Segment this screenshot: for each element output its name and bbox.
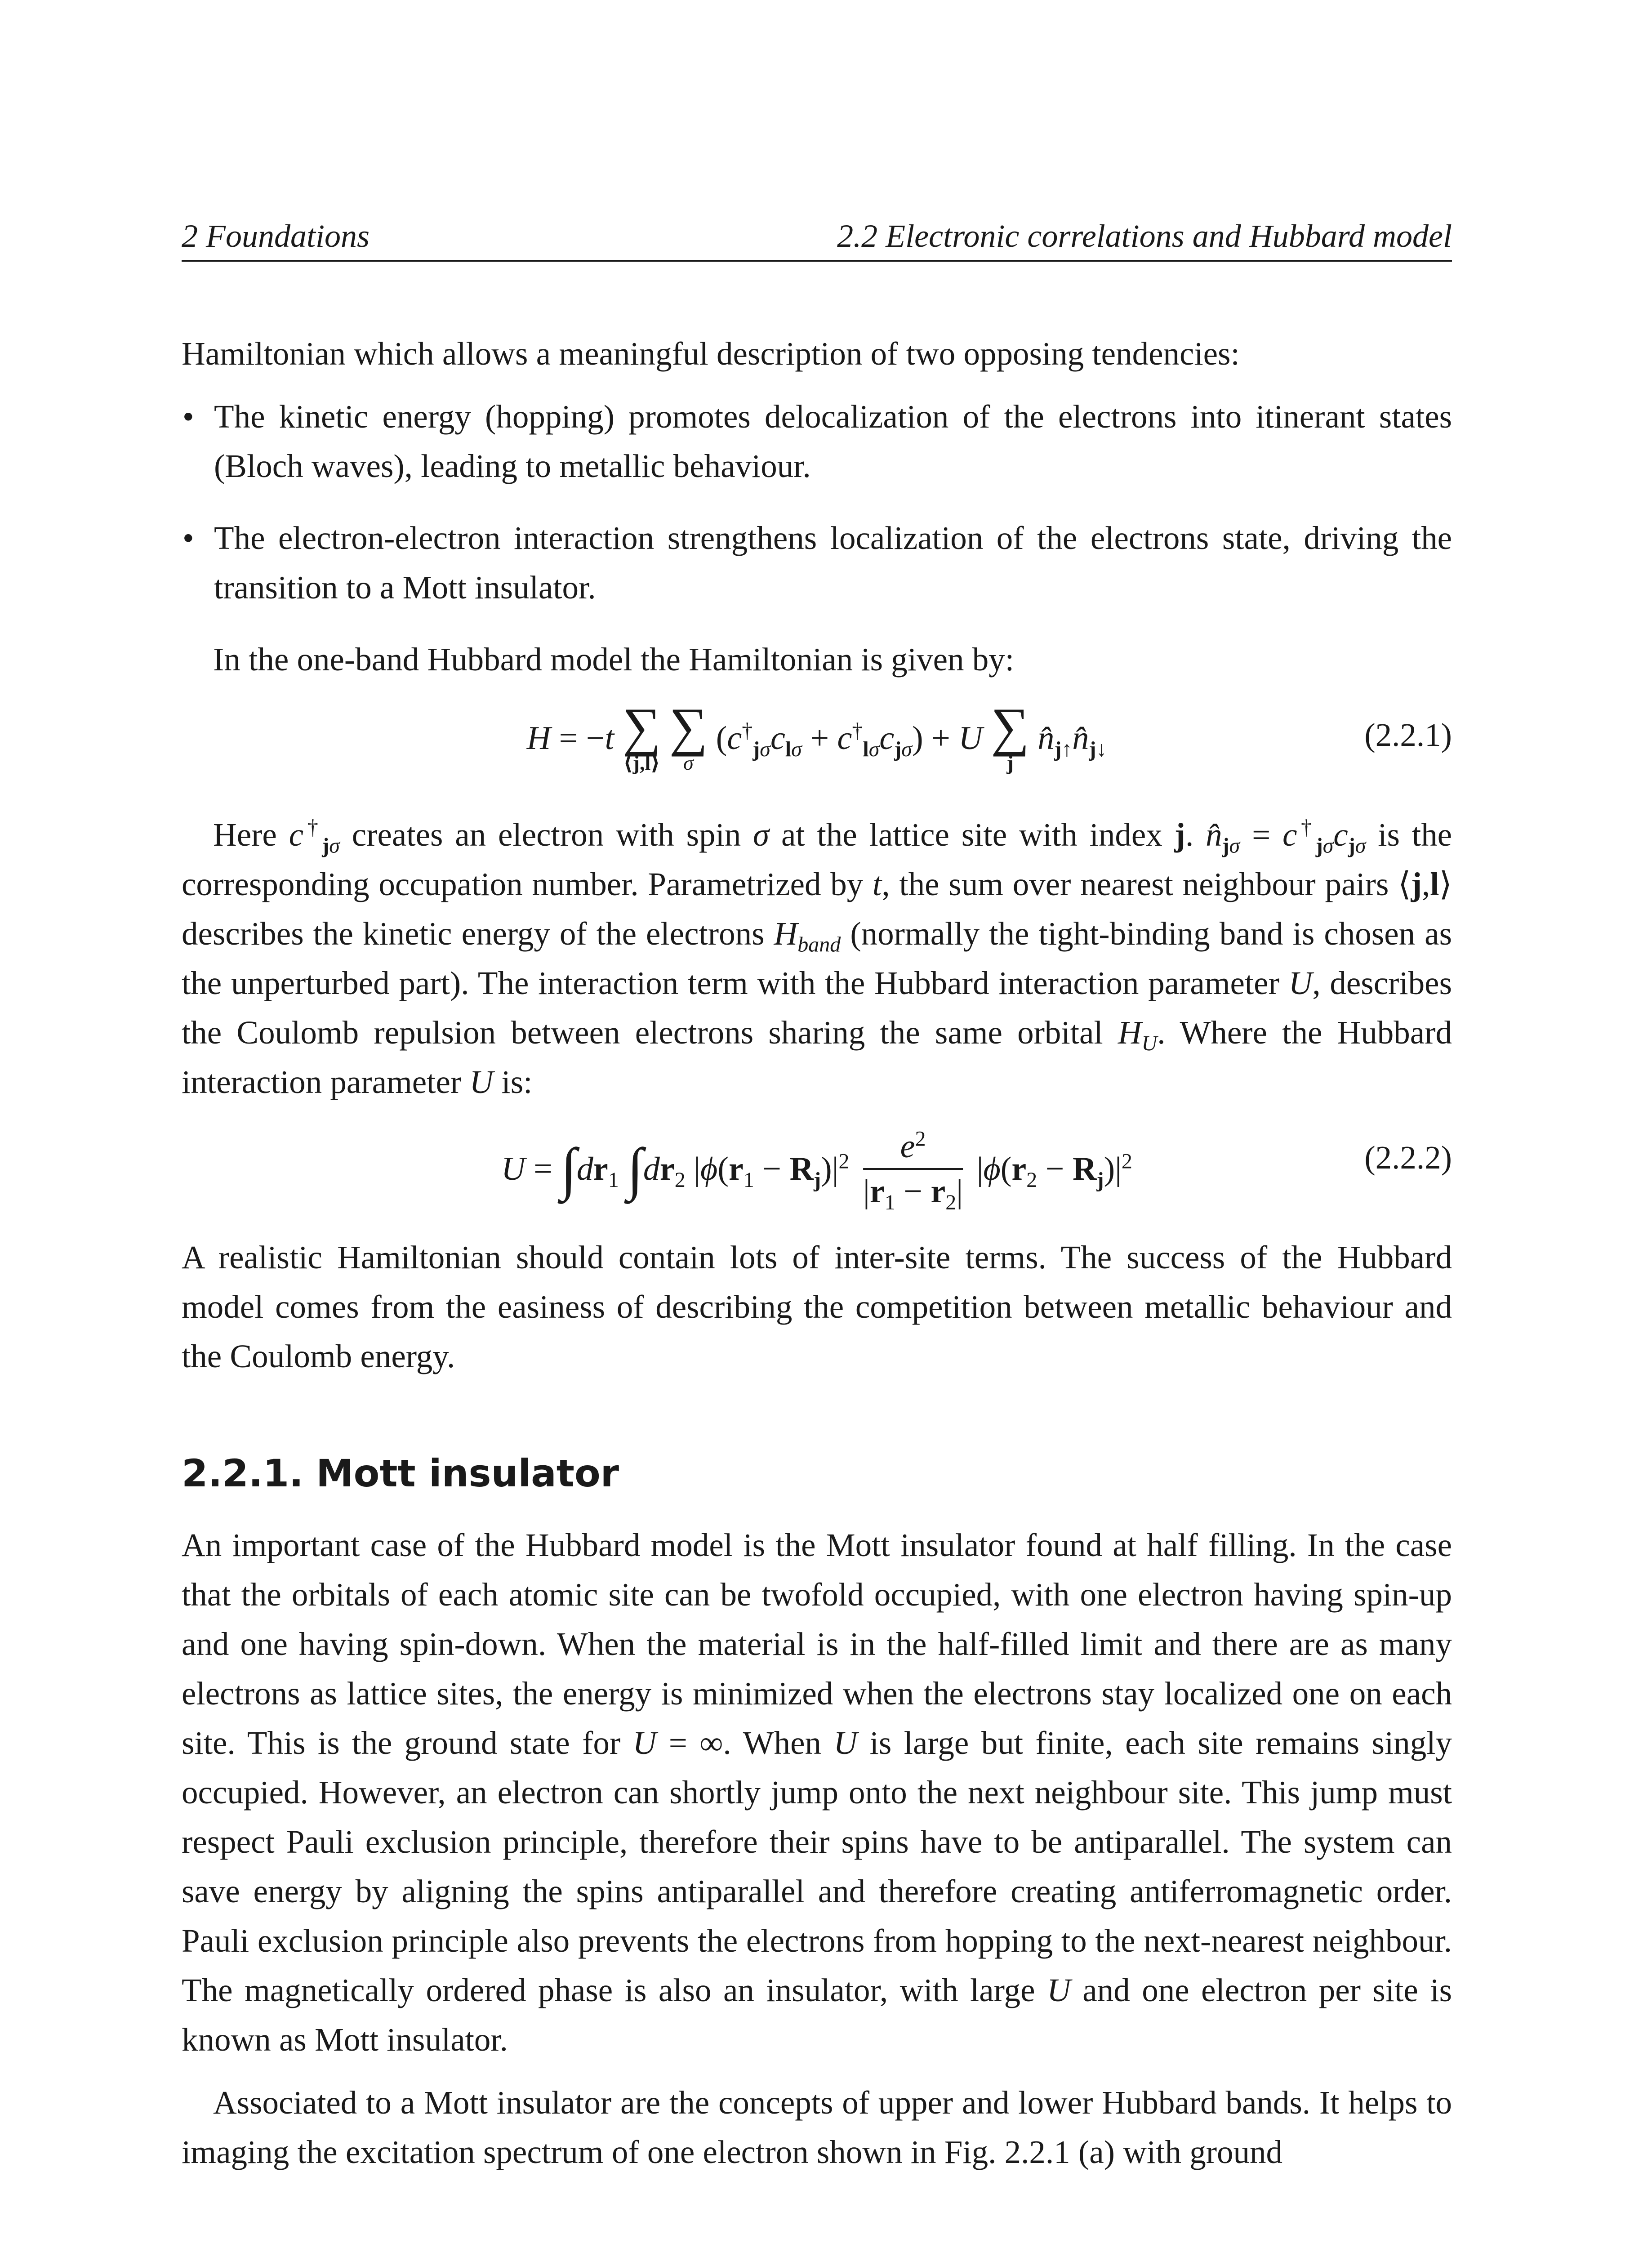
section-heading: [182, 1449, 1452, 1498]
equation-body: H = −t ∑ ⟨j,l⟩ ∑ σ $(c^\dagger_{j\sigma}c_{l\sigma} + c^\dagger_{l\sigma}c_{j\sigma}) + U$ ∑ j $n̂_{j↑}n̂_{j↓}$: [526, 697, 1107, 774]
running-header: [182, 216, 1452, 262]
list-item: [135, 513, 1452, 612]
intro-paragraph: Hamiltonian which allows a meaningful description of two opposing tendencies:: [182, 335, 1240, 372]
page-content: [182, 216, 1452, 2177]
section-number: 2.2.1.: [182, 1451, 304, 1495]
explanation-paragraph: Here $c^\dagger_{j\sigma}$ creates an electron with spin σ at the lattice site with index j. $n̂_{j\sigma} = c^\dagger_{j\sigma}c_{j\sigma}$ is the corresponding occupation number. Parametrized by t, the sum over nearest neighbour pairs ⟨j,l⟩ describes the kinetic energy of the electrons $H_{band}$ (normally the tight-binding band is chosen as the unperturbed part). The interaction term with the Hubbard interaction parameter U, describes the Coulomb repulsion between electrons sharing the same orbital $H_U$. Where the Hubbard interaction parameter U is:: [182, 815, 1452, 1100]
equation-hubbard-u: [182, 1125, 1452, 1219]
bullet-icon: •: [183, 398, 194, 435]
hamiltonian-intro: In the one-band Hubbard model the Hamiltonian is given by:: [213, 641, 1015, 678]
header-section: 2.2 Electronic correlations and Hubbard model: [837, 218, 1452, 254]
list-item-text: The electron-electron interaction strengthens localization of the electrons state, driving the transition to a Mott insulator.: [214, 520, 1452, 606]
equation-number: (2.2.1): [1364, 717, 1452, 753]
equation-hubbard-hamiltonian: [182, 697, 1452, 779]
tendencies-list: [182, 392, 1452, 612]
mott-paragraph: An important case of the Hubbard model is the Mott insulator found at half filling. In the case that the orbitals of each atomic site can be twofold occupied, with one electron having spin-up and one having spin-down. When the material is in the half-filled limit and there are as many electrons as lattice sites, the energy is minimized when the electrons stay localized one on each site. This is the ground state for U = ∞. When U is large but finite, each site remains singly occupied. However, an electron can shortly jump onto the next neighbour site. This jump must respect Pauli exclusion principle, therefore their spins have to be antiparallel. The system can save energy by aligning the spins antiparallel and therefore creating antiferromagnetic order. Pauli exclusion principle also prevents the electrons from hopping to the next-nearest neighbour. The magnetically ordered phase is also an insulator, with large U and one electron per site is known as Mott insulator.: [182, 1527, 1452, 2058]
header-chapter: 2 Foundations: [182, 218, 370, 254]
equation-body: $U = \int dr_1$ $\int dr_2$ $|\phi(r_1 - R_j)|^2$ $\frac{e^2}{|r_1 - r_2|}$ $|\phi(r_2 - R_j)|^2$: [501, 1125, 1132, 1213]
bullet-icon: •: [183, 520, 194, 556]
equation-number: (2.2.2): [1364, 1139, 1452, 1176]
hubbard-bands-paragraph: Associated to a Mott insulator are the concepts of upper and lower Hubbard bands. It helps to imaging the excitation spectrum of one electron shown in Fig. 2.2.1 (a) with ground: [182, 2084, 1452, 2170]
list-item-text: The kinetic energy (hopping) promotes delocalization of the electrons into itinerant states (Bloch waves), leading to metallic behaviour.: [214, 398, 1452, 484]
realistic-paragraph: A realistic Hamiltonian should contain lots of inter-site terms. The success of the Hubbard model comes from the easiness of describing the competition between metallic behaviour and the Coulomb energy.: [182, 1239, 1452, 1374]
section-title: Mott insulator: [316, 1451, 619, 1495]
list-item: [135, 392, 1452, 491]
